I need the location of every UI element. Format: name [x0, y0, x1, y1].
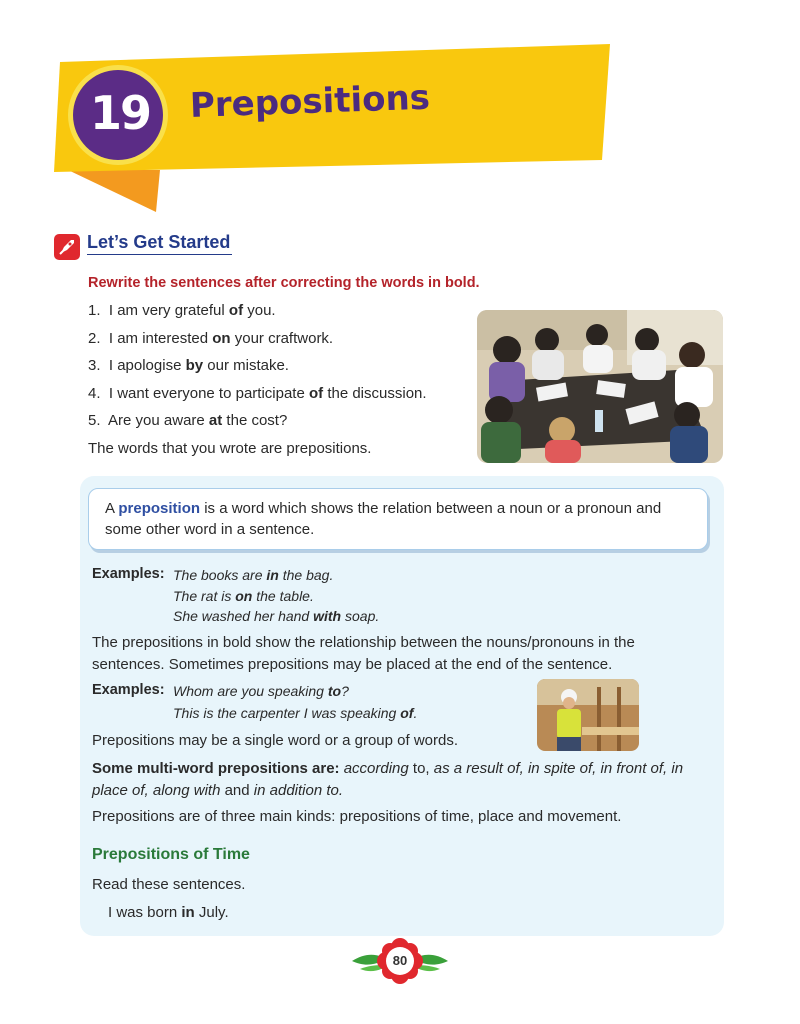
chapter-number: 19	[89, 86, 150, 140]
examples-label: Examples:	[92, 682, 165, 698]
list-item: 4. I want everyone to participate of the discussion.	[88, 385, 427, 402]
explanation-paragraph: Prepositions may be a single word or a group of words.	[92, 732, 459, 749]
example-sentence: The rat is on the table.	[173, 588, 314, 604]
rocket-icon	[54, 234, 80, 260]
multiword-paragraph: Some multi-word prepositions are: according to, as a result of, in spite of, in front of, in place of, along with and in addition to.	[92, 760, 684, 799]
list-item: 5. Are you aware at the cost?	[88, 412, 288, 429]
group-discussion-photo	[477, 310, 723, 463]
examples-label: Examples:	[92, 566, 165, 582]
instruction: Rewrite the sentences after correcting the words in bold.	[88, 275, 480, 291]
chapter-title: Prepositions	[189, 77, 431, 126]
list-item: 1. I am very grateful of you.	[88, 302, 276, 319]
explanation-paragraph: Prepositions are of three main kinds: prepositions of time, place and movement.	[92, 808, 622, 825]
explanation-paragraph: The prepositions in bold show the relationship between the nouns/pronouns in the sentences. Sometimes prepositions may be placed at the end of the sentence.	[92, 634, 635, 673]
definition-box	[88, 488, 708, 550]
list-item: 3. I apologise by our mistake.	[88, 357, 289, 374]
section-title: Let’s Get Started	[87, 232, 232, 255]
definition-text: A preposition is a word which shows the relation between a noun or a pronoun and some other word in a sentence.	[105, 500, 662, 538]
example-sentence: She washed her hand with soap.	[173, 608, 380, 624]
list-item: 2. I am interested on your craftwork.	[88, 330, 334, 347]
intro-text: Read these sentences.	[92, 876, 246, 893]
example-sentence: I was born in July.	[108, 904, 229, 921]
example-sentence: Whom are you speaking to?	[173, 683, 349, 699]
example-sentence: The books are in the bag.	[173, 567, 334, 583]
conclusion-text: The words that you wrote are prepositions.	[88, 440, 372, 457]
example-sentence: This is the carpenter I was speaking of.	[173, 705, 418, 721]
subsection-heading: Prepositions of Time	[92, 846, 250, 863]
page-number: 80	[386, 947, 414, 975]
